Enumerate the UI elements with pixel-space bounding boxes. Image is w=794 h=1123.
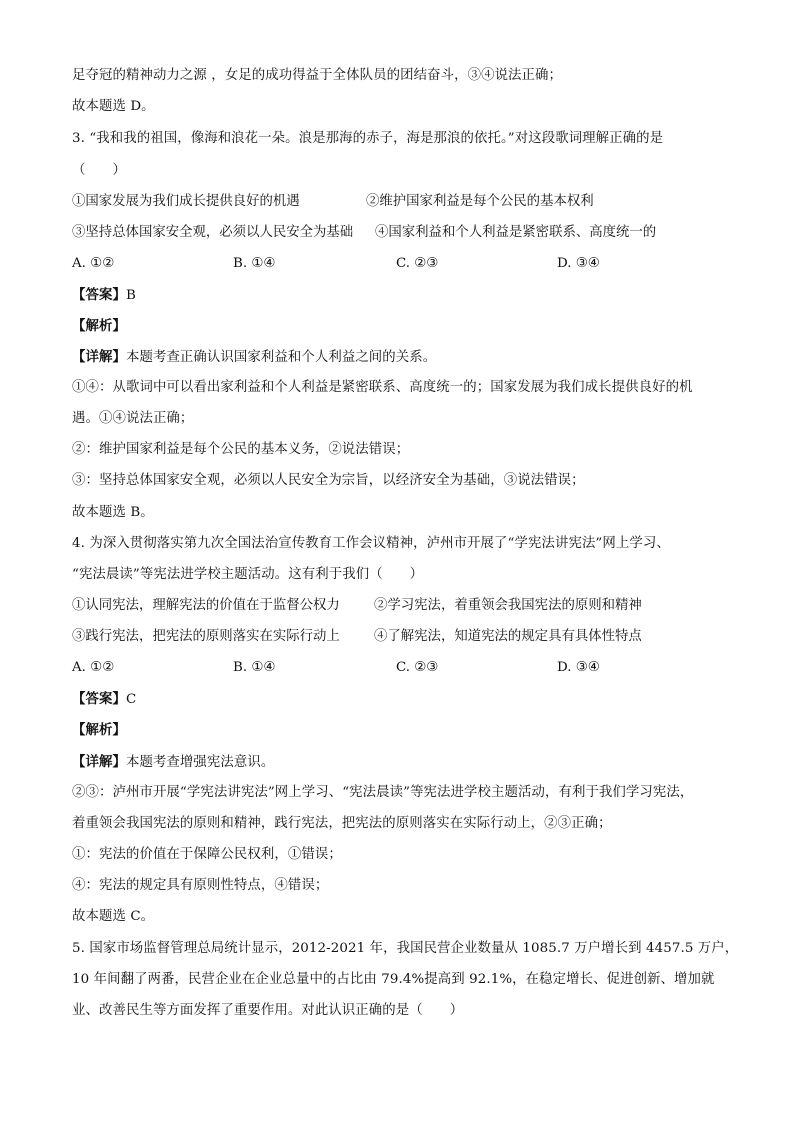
answer-tag: 【答案】 [72,287,126,303]
q4-choice-b: B. ①④ [233,660,276,675]
detail-text: 本题考查正确认识国家利益和个人利益之间的关系。 [125,350,437,365]
q4-explanation: ④：宪法的规定具有原则性特点，④错误； [72,878,329,893]
q3-explanation: ①④：从歌词中可以看出家利益和个人利益是紧密联系、高度统一的；国家发展为我们成长提供良好的机 [72,380,693,395]
q3-choice-c: C. ②③ [396,256,439,271]
detail-tag: 【详解】 [72,349,126,365]
q4-option-4: ④了解宪法，知道宪法的规定具有具体性特点 [374,629,642,644]
question-4-stem: “宪法晨读”等宪法进学校主题活动。这有利于我们（ ） [72,567,424,582]
q4-option-2: ②学习宪法，着重领会我国宪法的原则和精神 [374,598,642,613]
question-5-stem: 5. 国家市场监督管理总局统计显示，2012-2021 年，我国民营企业数量从 1085.7 万户增长到 4457.5 万户， [72,941,739,956]
q3-answer [72,285,734,306]
q4-analysis [72,720,734,741]
question-3-blank: （ ） [72,163,126,178]
q3-choice-b: B. ①④ [233,256,276,271]
q3-explanation: ②：维护国家利益是每个公民的基本义务，②说法错误； [72,442,410,457]
q3-option-3: ③坚持总体国家安全观，必须以人民安全为基础 [72,225,354,240]
q3-choice-d: D. ③④ [557,256,600,271]
answer-tag: 【答案】 [72,691,126,707]
answer-value: C [125,692,137,707]
q4-choice-c: C. ②③ [396,660,439,675]
q4-option-3: ③践行宪法，把宪法的原则落实在实际行动上 [72,629,340,644]
q3-option-1: ①国家发展为我们成长提供良好的机遇 [72,194,300,209]
q4-final: 故本题选 C。 [72,909,155,924]
q4-explanation: 着重领会我国宪法的原则和精神，践行宪法，把宪法的原则落实在实际行动上，②③正确； [72,816,612,831]
q3-choice-a: A. ①② [72,256,115,271]
question-4-stem: 4. 为深入贯彻落实第九次全国法治宣传教育工作会议精神，泸州市开展了“学宪法讲宪法”网上学习、 [72,536,670,551]
q4-choice-d: D. ③④ [557,660,600,675]
q4-choice-a: A. ①② [72,660,115,675]
question-5-stem: 业、改善民生等方面发挥了重要作用。对此认识正确的是（ ） [72,1003,464,1018]
q3-explanation: ③：坚持总体国家安全观，必须以人民安全为宗旨，以经济安全为基础，③说法错误； [72,473,585,488]
q3-option-4: ④国家利益和个人利益是紧密联系、高度统一的 [375,225,657,240]
q3-explanation: 遇。①④说法正确； [72,411,194,426]
q4-answer [72,689,734,710]
detail-tag: 【详解】 [72,754,126,770]
q4-detail [72,752,734,773]
q4-explanation: ①：宪法的价值在于保障公民权利，①错误； [72,847,342,862]
question-3-stem: 3. “我和我的祖国，像海和浪花一朵。浪是那海的赤子，海是那浪的依托。”对这段歌词理解正确的是 [72,131,664,146]
text-line: 足夺冠的精神动力之源 ，女足的成功得益于全体队员的团结奋斗，③④说法正确； [72,68,563,83]
q3-final: 故本题选 B。 [72,505,154,520]
q4-explanation: ②③：泸州市开展“学宪法讲宪法”网上学习、“宪法晨读”等宪法进学校主题活动，有利于我们学习宪法， [72,785,694,800]
answer-value: B [125,288,136,303]
q4-option-1: ①认同宪法，理解宪法的价值在于监督公权力 [72,598,340,613]
text-line: 故本题选 D。 [72,99,155,114]
analysis-tag: 【解析】 [72,318,126,334]
detail-text: 本题考查增强宪法意识。 [125,755,275,770]
analysis-tag: 【解析】 [72,722,126,738]
q3-option-2: ②维护国家利益是每个公民的基本权利 [366,194,594,209]
q3-detail [72,347,734,368]
q3-analysis [72,316,734,337]
question-5-stem: 10 年间翻了两番，民营企业在企业总量中的占比由 79.4%提高到 92.1%，在稳定增长、促进创新、增加就 [72,972,715,987]
